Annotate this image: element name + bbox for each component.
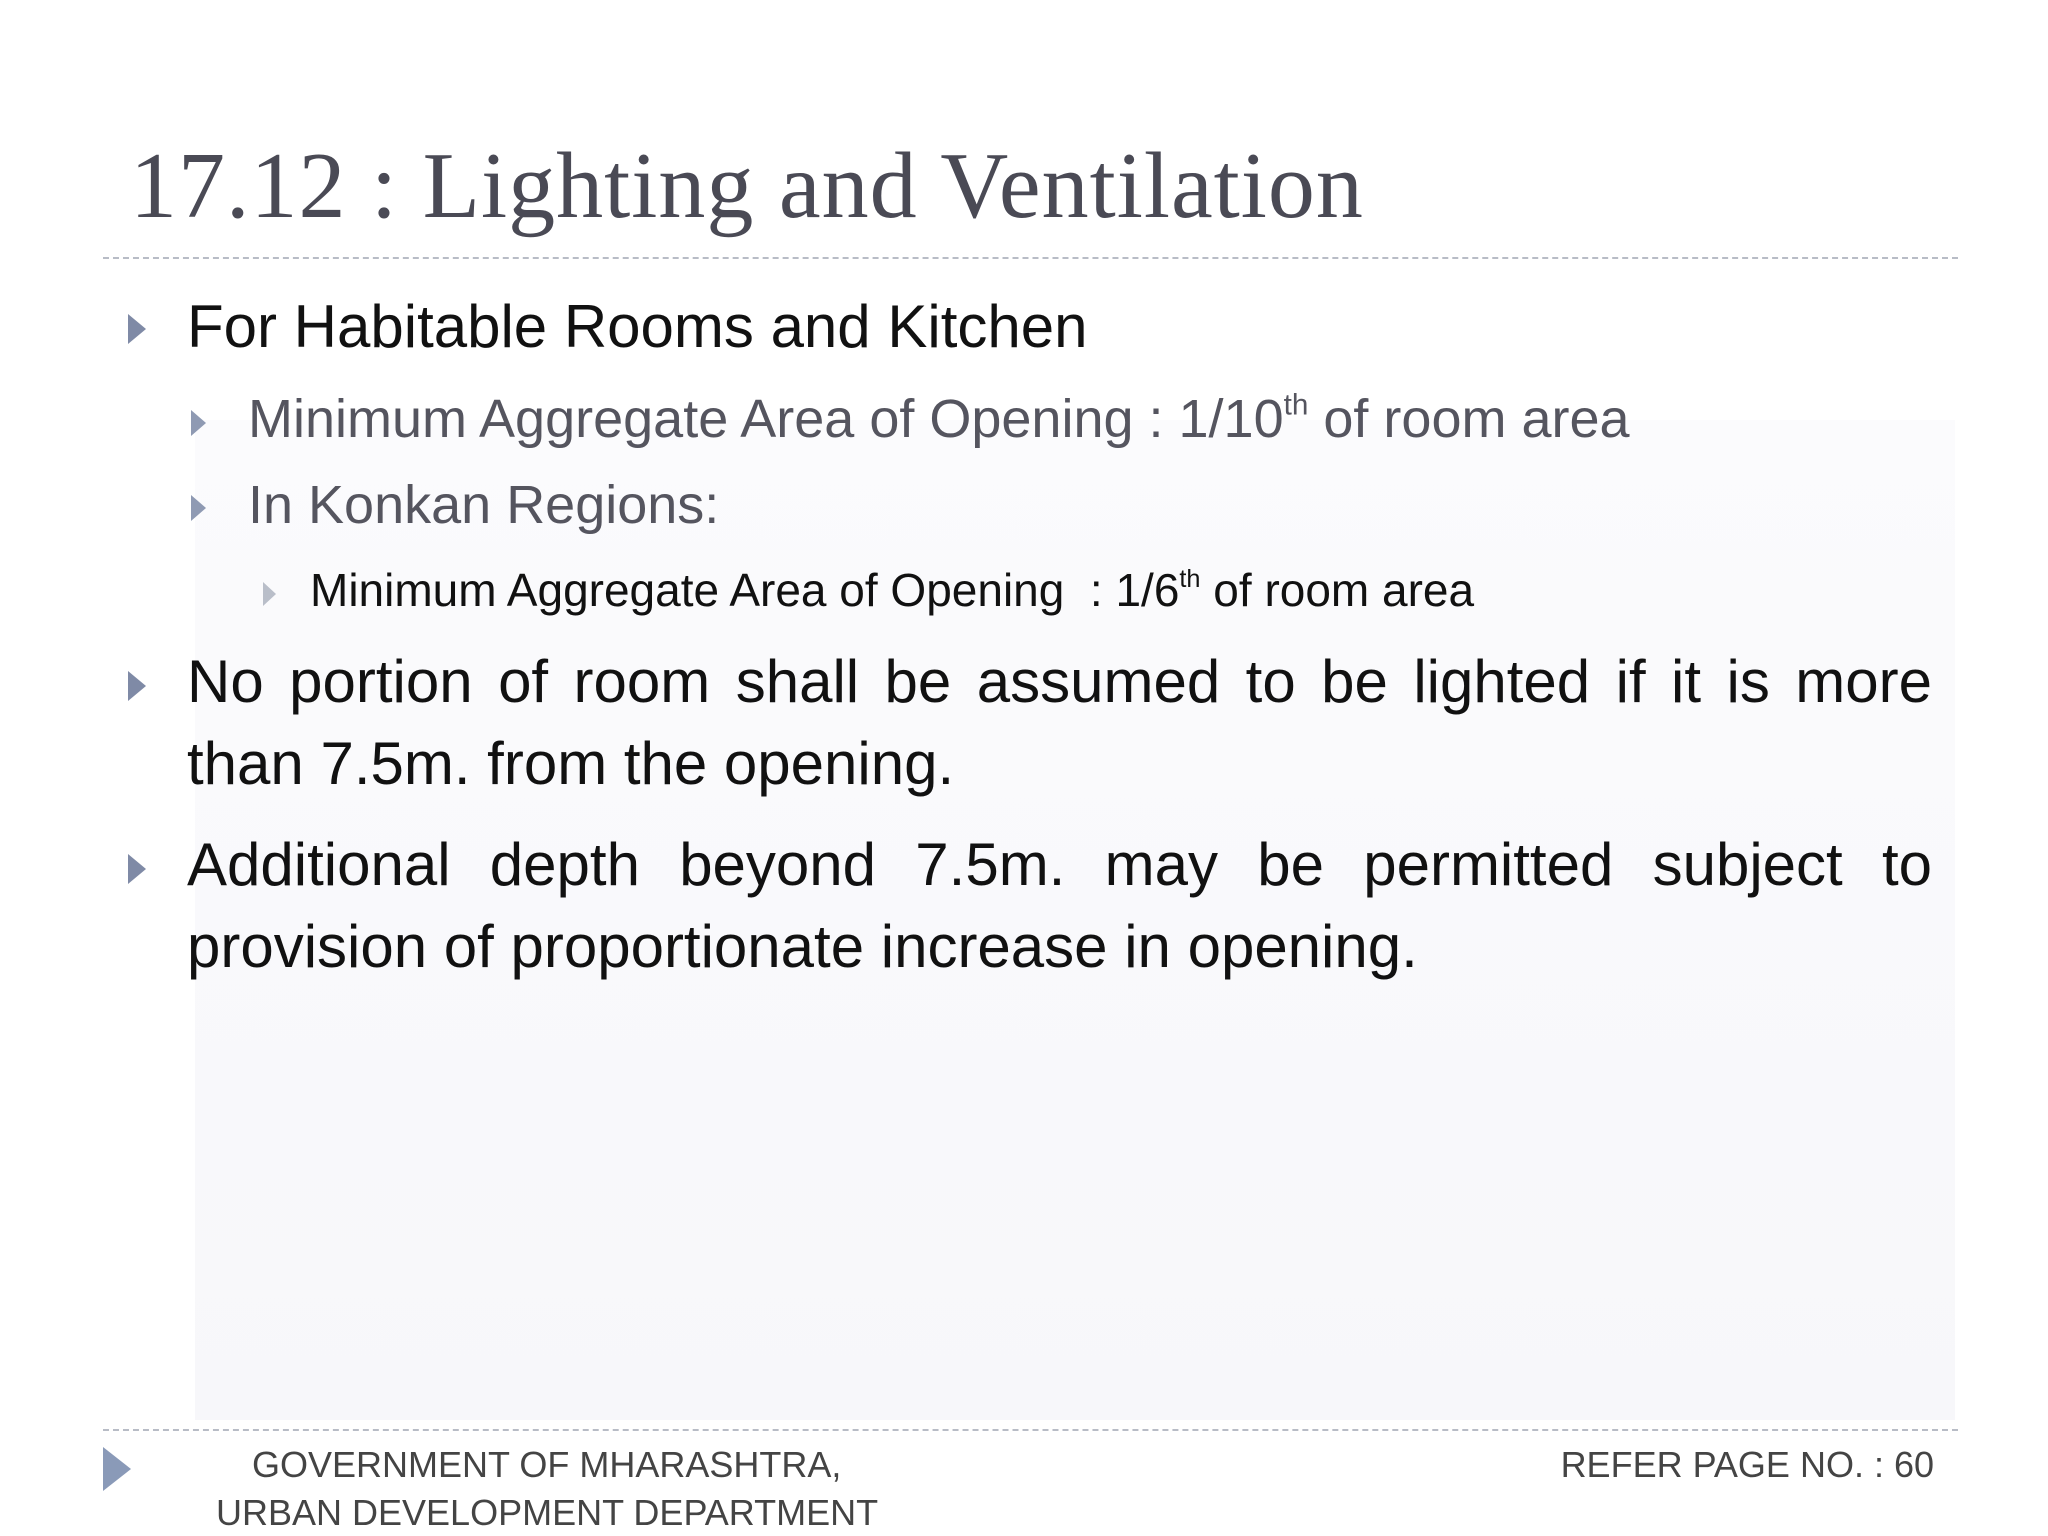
bullet-level2-icon (191, 495, 206, 521)
sub-bullet-konkan-regions: In Konkan Regions: (248, 475, 720, 535)
konkan-minimum-area-suffix: of room area (1200, 564, 1475, 616)
footer-org-line1: GOVERNMENT OF MHARASHTRA, (252, 1444, 842, 1485)
bullet-level1-icon (128, 314, 146, 344)
footer-page-reference: REFER PAGE NO. : 60 (1560, 1444, 1934, 1485)
superscript-th: th (1179, 565, 1201, 594)
title-divider (103, 257, 1958, 259)
sub-sub-bullet-konkan-minimum-area (310, 563, 1474, 617)
bullet-level3-icon (263, 582, 276, 606)
footer-org-line2: URBAN DEVELOPMENT DEPARTMENT (216, 1492, 879, 1533)
bullet-level1-icon (128, 854, 146, 884)
footer-divider (103, 1429, 1958, 1431)
bullet-level2-icon (191, 410, 206, 436)
sub-bullet-minimum-area-text: Minimum Aggregate Area of Opening : 1/10 (248, 389, 1284, 449)
bullet-additional-depth: Additional depth beyond 7.5m. may be permitted subject to provision of proportionate increase in opening. (187, 831, 1932, 980)
sub-bullet-minimum-area (248, 388, 1630, 450)
superscript-th: th (1283, 388, 1309, 422)
triangle-right-icon (103, 1447, 131, 1491)
slide-title: 17.12 : Lighting and Ventilation (130, 134, 1364, 238)
konkan-minimum-area-text: Minimum Aggregate Area of Opening : 1/6 (310, 564, 1180, 616)
bullet-level1-icon (128, 671, 146, 701)
bullet-habitable-rooms: For Habitable Rooms and Kitchen (187, 293, 1088, 360)
sub-bullet-minimum-area-suffix: of room area (1308, 389, 1630, 449)
bullet-no-portion-lighted: No portion of room shall be assumed to be lighted if it is more than 7.5m. from the opening. (187, 648, 1932, 797)
